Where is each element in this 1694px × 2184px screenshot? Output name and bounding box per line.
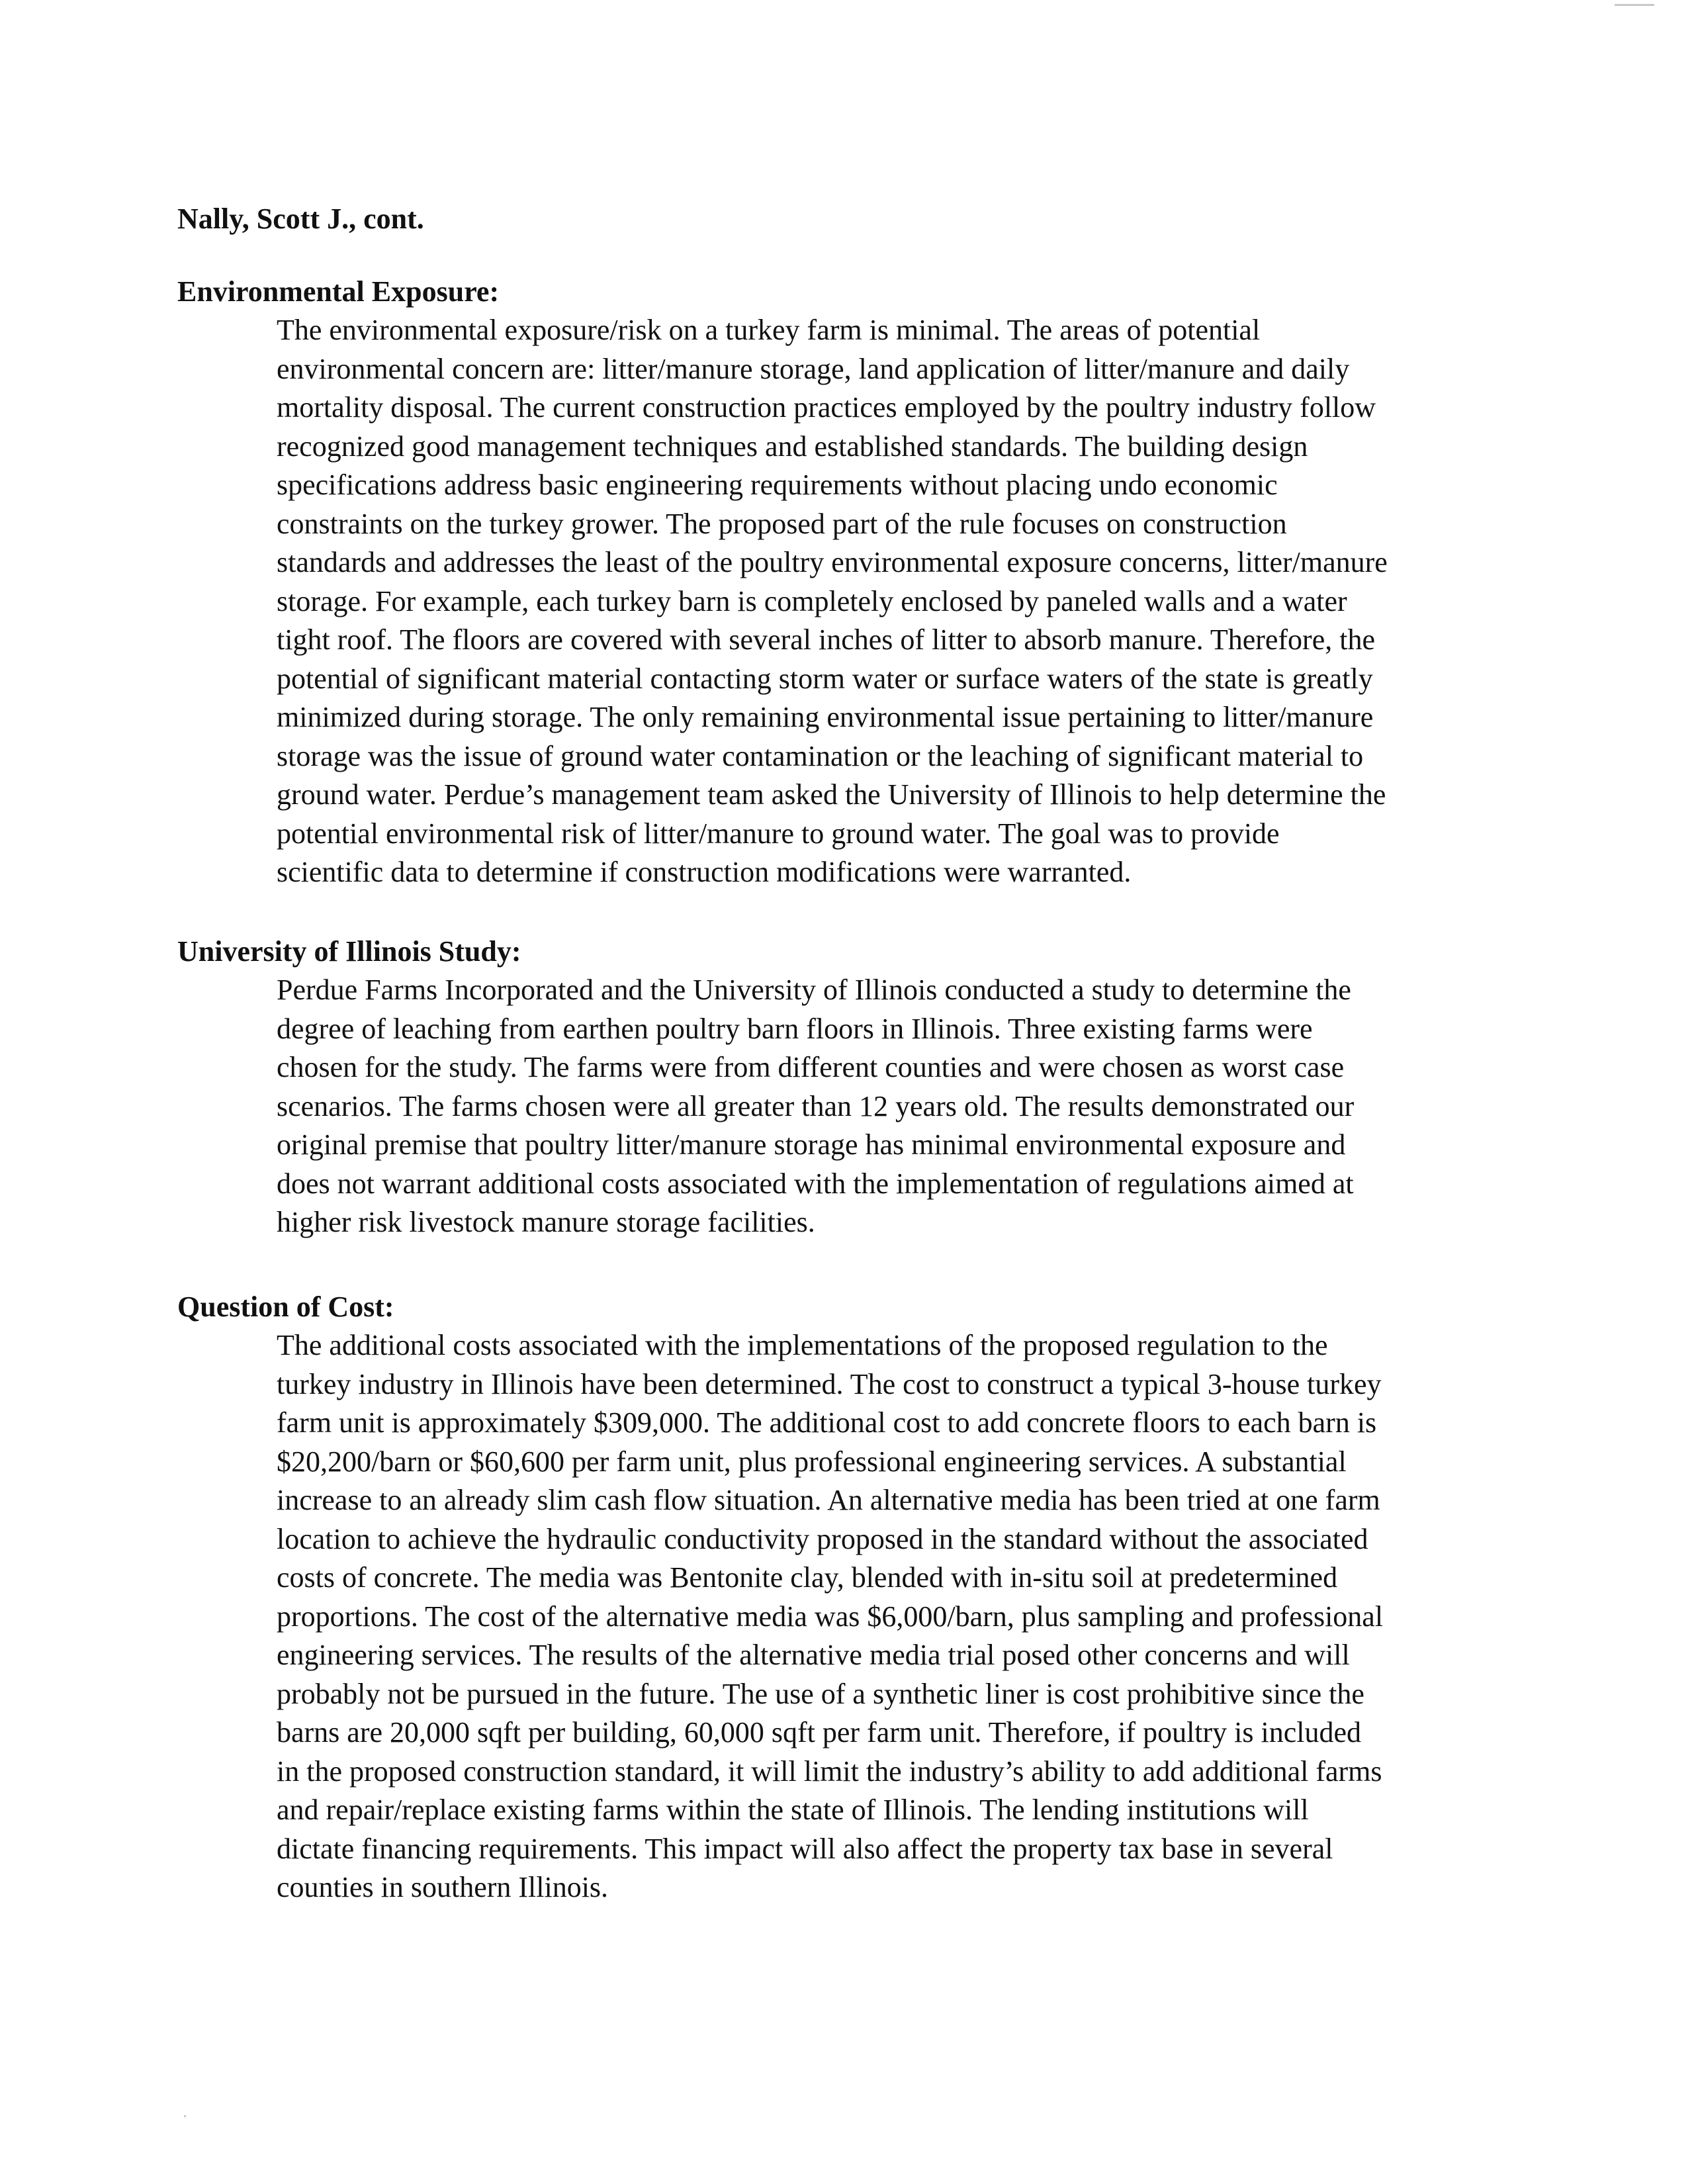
- body-line: barns are 20,000 sqft per building, 60,000 sqft per farm unit. Therefore, if poultry is included: [277, 1716, 1362, 1749]
- page-header: Nally, Scott J., cont.: [177, 203, 424, 235]
- body-line: potential environmental risk of litter/manure to ground water. The goal was to provide: [277, 817, 1280, 850]
- body-line: recognized good management techniques and established standards. The building design: [277, 430, 1308, 463]
- body-line: Perdue Farms Incorporated and the University of Illinois conducted a study to determine the: [277, 974, 1351, 1006]
- body-line: potential of significant material contacting storm water or surface waters of the state is greatly: [277, 662, 1373, 695]
- section-heading: Environmental Exposure:: [177, 275, 500, 308]
- body-line: tight roof. The floors are covered with several inches of litter to absorb manure. Therefore, the: [277, 623, 1375, 656]
- body-line: $20,200/barn or $60,600 per farm unit, plus professional engineering services. A substantial: [277, 1445, 1347, 1478]
- section-environmental-exposure: [177, 273, 1554, 892]
- body-line: environmental concern are: litter/manure storage, land application of litter/manure and daily: [277, 352, 1350, 385]
- body-line: standards and addresses the least of the poultry environmental exposure concerns, litter/manure: [277, 546, 1388, 578]
- body-line: chosen for the study. The farms were from different counties and were chosen as worst case: [277, 1051, 1345, 1083]
- body-line: scenarios. The farms chosen were all greater than 12 years old. The results demonstrated our: [277, 1089, 1355, 1122]
- body-line: counties in southern Illinois.: [277, 1871, 609, 1903]
- section-university-study: [177, 933, 1554, 1242]
- body-line: proportions. The cost of the alternative media was $6,000/barn, plus sampling and professional: [277, 1600, 1384, 1633]
- body-line: storage. For example, each turkey barn is completely enclosed by paneled walls and a water: [277, 584, 1347, 617]
- body-line: in the proposed construction standard, it will limit the industry’s ability to add additional farms: [277, 1754, 1382, 1788]
- body-line: probably not be pursued in the future. The use of a synthetic liner is cost prohibitive since the: [277, 1677, 1364, 1710]
- scan-speck: [184, 2115, 186, 2117]
- body-line: farm unit is approximately $309,000. The additional cost to add concrete floors to each barn is: [277, 1406, 1377, 1439]
- body-line: turkey industry in Illinois have been determined. The cost to construct a typical 3-house turkey: [277, 1367, 1382, 1400]
- section-question-of-cost: [177, 1288, 1554, 1907]
- body-line: storage was the issue of ground water contamination or the leaching of significant material to: [277, 739, 1364, 772]
- body-line: constraints on the turkey grower. The proposed part of the rule focuses on construction: [277, 507, 1287, 540]
- body-line: and repair/replace existing farms within the state of Illinois. The lending institutions will: [277, 1794, 1309, 1826]
- scan-speck: [1615, 4, 1654, 6]
- body-line: higher risk livestock manure storage facilities.: [277, 1206, 815, 1238]
- body-line: minimized during storage. The only remaining environmental issue pertaining to litter/manure: [277, 701, 1374, 733]
- section-body: [277, 311, 1554, 892]
- body-line: dictate financing requirements. This impact will also affect the property tax base in several: [277, 1832, 1333, 1865]
- section-heading: Question of Cost:: [177, 1291, 394, 1323]
- body-line: scientific data to determine if construction modifications were warranted.: [277, 856, 1132, 888]
- body-line: degree of leaching from earthen poultry barn floors in Illinois. Three existing farms were: [277, 1012, 1313, 1045]
- body-line: ground water. Perdue’s management team asked the University of Illinois to help determine the: [277, 778, 1386, 811]
- body-line: engineering services. The results of the alternative media trial posed other concerns and will: [277, 1639, 1350, 1671]
- body-line: does not warrant additional costs associated with the implementation of regulations aimed at: [277, 1167, 1354, 1200]
- body-line: The environmental exposure/risk on a turkey farm is minimal. The areas of potential: [277, 314, 1261, 346]
- section-heading: University of Illinois Study:: [177, 935, 521, 968]
- body-line: original premise that poultry litter/manure storage has minimal environmental exposure and: [277, 1128, 1346, 1161]
- body-line: increase to an already slim cash flow situation. An alternative media has been tried at one farm: [277, 1484, 1380, 1516]
- body-line: The additional costs associated with the implementations of the proposed regulation to the: [277, 1329, 1328, 1361]
- section-body: [277, 971, 1554, 1242]
- section-body: [277, 1326, 1554, 1907]
- body-line: location to achieve the hydraulic conductivity proposed in the standard without the associated: [277, 1522, 1368, 1555]
- body-line: costs of concrete. The media was Bentonite clay, blended with in-situ soil at predetermined: [277, 1561, 1338, 1594]
- body-line: specifications address basic engineering requirements without placing undo economic: [277, 469, 1278, 501]
- body-line: mortality disposal. The current construction practices employed by the poultry industry follow: [277, 391, 1376, 424]
